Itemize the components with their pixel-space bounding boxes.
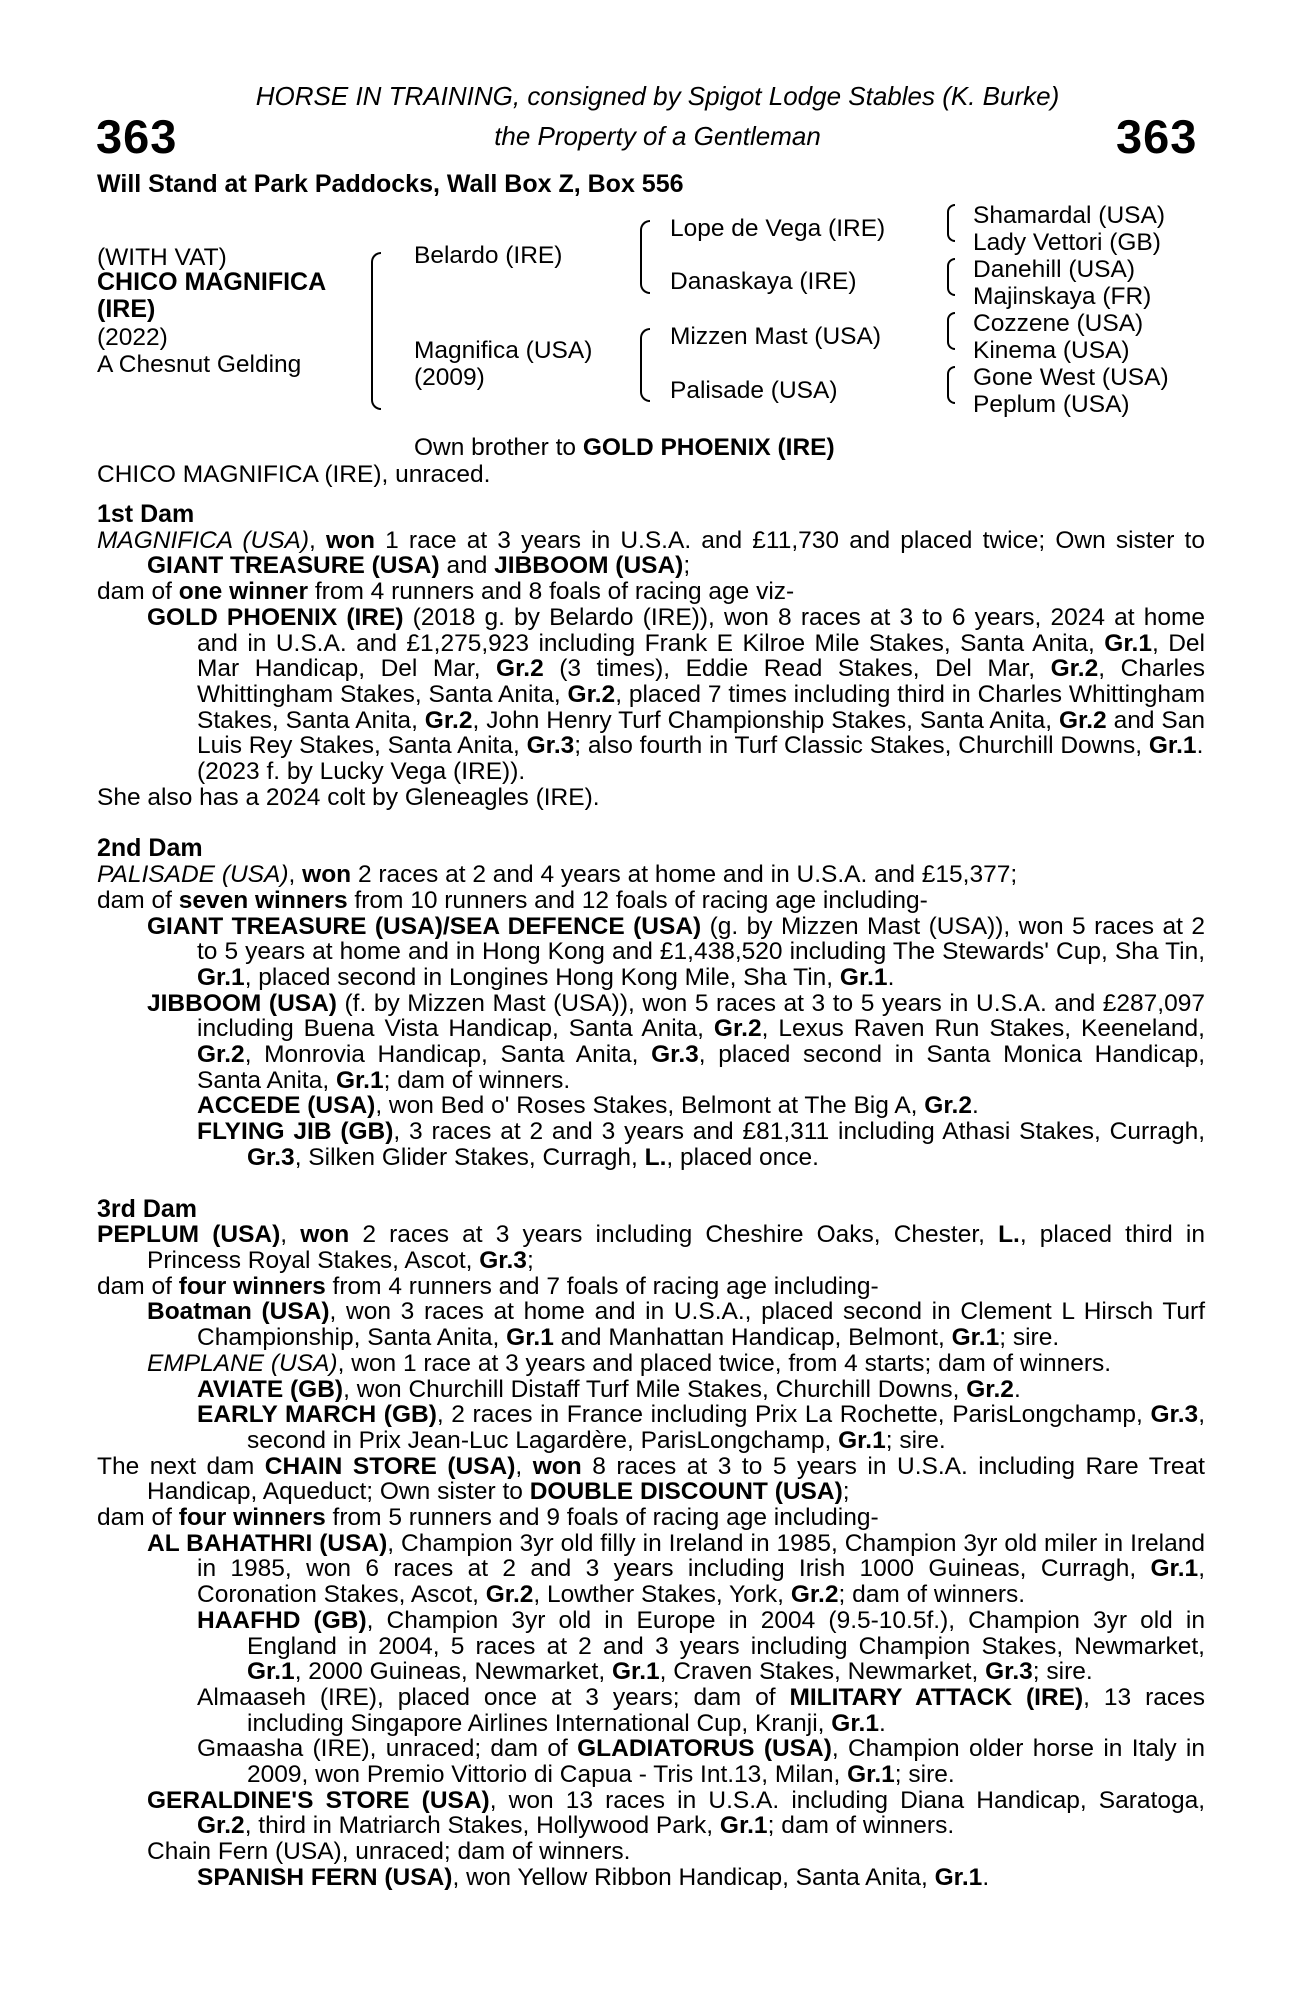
vat-note: (WITH VAT): [97, 244, 227, 271]
dam3-paragraph-8: dam of four winners from 5 runners and 9 foals of racing age including-: [97, 1504, 879, 1532]
dam-dam: Palisade (USA): [670, 377, 838, 404]
horse-year: (2022): [97, 324, 168, 351]
dam3-paragraph-3: Boatman (USA), won 3 races at home and in U.S.A., placed second in Clement L Hirsch Turf Championship, Santa Anita, Gr.1 and Manhattan Handicap, Belmont, Gr.1; sire.: [147, 1298, 1206, 1352]
dam-brace: [640, 328, 650, 402]
pedigree-body: [97, 502, 1205, 1891]
dam3-paragraph-13: GERALDINE'S STORE (USA), won 13 races in U.S.A. including Diana Handicap, Saratoga, Gr.2, third in Matriarch Stakes, Hollywood Park, Gr.1; dam of winners.: [147, 1786, 1206, 1840]
dam1-paragraph-4: (2023 f. by Lucky Vega (IRE)).: [197, 758, 526, 786]
sire: Belardo (IRE): [414, 242, 563, 269]
stand-location: Will Stand at Park Paddocks, Wall Box Z, Box 556: [97, 170, 684, 198]
dam3-paragraph-5: AVIATE (GB), won Churchill Distaff Turf Mile Stakes, Churchill Downs, Gr.2.: [197, 1375, 1021, 1403]
dam2-paragraph-1: PALISADE (USA), won 2 races at 2 and 4 years at home and in U.S.A. and £15,377;: [97, 861, 1018, 889]
section-heading-dam3: 3rd Dam: [97, 1194, 198, 1223]
horse-description: A Chesnut Gelding: [97, 351, 302, 378]
pedigree-brace-main: [371, 252, 381, 410]
lot-number-left: 363: [96, 110, 178, 163]
dam2-paragraph-4: JIBBOOM (USA) (f. by Mizzen Mast (USA)), won 5 races at 3 to 5 years in U.S.A. and £287,097 including Buena Vista Handicap, Santa Anita, Gr.2, Lexus Raven Run Stakes, Keeneland, Gr.2, Monrovia Handicap, Santa Anita, Gr.3, placed second in Santa Monica Handicap, Santa Anita, Gr.1; dam of winners.: [147, 989, 1206, 1094]
dam2-paragraph-2: dam of seven winners from 10 runners and 12 foals of racing age including-: [97, 886, 928, 914]
section-heading-dam1: 1st Dam: [97, 500, 195, 528]
gen3-6: Gone West (USA): [973, 364, 1169, 391]
section-heading-dam2: 2nd Dam: [97, 834, 203, 863]
dam3-paragraph-10: HAAFHD (GB), Champion 3yr old in Europe in 2004 (9.5-10.5f.), Champion 3yr old in England in 2004, 5 races at 2 and 3 years including Champion Stakes, Newmarket, Gr.1, 2000 Guineas, Newmarket, Gr.1, Craven Stakes, Newmarket, Gr.3; sire.: [197, 1606, 1205, 1686]
dam3-paragraph-6: EARLY MARCH (GB), 2 races in France including Prix La Rochette, ParisLongchamp, Gr.3, second in Prix Jean-Luc Lagardère, ParisLongchamp, Gr.1; sire.: [197, 1401, 1205, 1454]
property-line: the Property of a Gentleman: [494, 121, 821, 151]
dam1-paragraph-2: dam of one winner from 4 runners and 8 foals of racing age viz-: [97, 578, 795, 606]
dam1-paragraph-5: She also has a 2024 colt by Gleneagles (IRE).: [97, 783, 600, 811]
gen3-brace-1: [947, 204, 955, 242]
gen3-5: Kinema (USA): [973, 337, 1130, 364]
gen3-brace-4: [947, 366, 955, 404]
horse-name-line1: CHICO MAGNIFICA: [97, 268, 327, 296]
lot-number-right: 363: [1116, 110, 1198, 163]
gen3-0: Shamardal (USA): [973, 202, 1165, 229]
sire-dam: Danaskaya (IRE): [670, 268, 857, 295]
gen3-4: Cozzene (USA): [973, 310, 1144, 337]
sire-sire: Lope de Vega (IRE): [670, 215, 886, 242]
sire-brace: [640, 220, 650, 294]
dam3-paragraph-14: Chain Fern (USA), unraced; dam of winners.: [147, 1838, 631, 1866]
dam3-paragraph-7: The next dam CHAIN STORE (USA), won 8 races at 3 to 5 years in U.S.A. including Rare Treat Handicap, Aqueduct; Own sister to DOUBLE DISCOUNT (USA);: [97, 1452, 1205, 1506]
gen3-brace-2: [947, 258, 955, 296]
dam3-paragraph-11: Almaaseh (IRE), placed once at 3 years; dam of MILITARY ATTACK (IRE), 13 races including Singapore Airlines International Cup, Kranji, Gr.1.: [197, 1683, 1205, 1737]
dam3-paragraph-1: PEPLUM (USA), won 2 races at 3 years including Cheshire Oaks, Chester, L., placed third in Princess Royal Stakes, Ascot, Gr.3;: [97, 1221, 1205, 1274]
consignment-line: HORSE IN TRAINING, consigned by Spigot Lodge Stables (K. Burke): [255, 81, 1060, 111]
dam-year: (2009): [414, 364, 485, 391]
dam3-paragraph-12: Gmaasha (IRE), unraced; dam of GLADIATORUS (USA), Champion older horse in Italy in 2009, won Premio Vittorio di Capua - Tris Int.13, Milan, Gr.1; sire.: [197, 1735, 1205, 1789]
gen3-2: Danehill (USA): [973, 256, 1136, 283]
dam2-paragraph-3: GIANT TREASURE (USA)/SEA DEFENCE (USA) (g. by Mizzen Mast (USA)), won 5 races at 2 to 5 years at home and in Hong Kong and £1,438,520 including The Stewards' Cup, Sha Tin, Gr.1, placed second in Longines Hong Kong Mile, Sha Tin, Gr.1.: [147, 912, 1205, 991]
horse-name-line2: (IRE): [97, 295, 156, 323]
dam1-paragraph-1: MAGNIFICA (USA), won 1 race at 3 years in U.S.A. and £11,730 and placed twice; Own sister to GIANT TREASURE (USA) and JIBBOOM (USA);: [97, 526, 1205, 580]
gen3-3: Majinskaya (FR): [973, 283, 1152, 310]
dam3-paragraph-15: SPANISH FERN (USA), won Yellow Ribbon Handicap, Santa Anita, Gr.1.: [197, 1863, 990, 1891]
own-brother-note: Own brother to GOLD PHOENIX (IRE): [414, 434, 835, 461]
unraced-note: CHICO MAGNIFICA (IRE), unraced.: [97, 461, 491, 488]
gen3-1: Lady Vettori (GB): [973, 229, 1161, 256]
dam3-paragraph-9: AL BAHATHRI (USA), Champion 3yr old filly in Ireland in 1985, Champion 3yr old miler in Ireland in 1985, won 6 races at 2 and 3 years including Irish 1000 Guineas, Curragh, Gr.1, Coronation Stakes, Ascot, Gr.2, Lowther Stakes, York, Gr.2; dam of winners.: [147, 1529, 1205, 1609]
dam3-paragraph-4: EMPLANE (USA), won 1 race at 3 years and placed twice, from 4 starts; dam of winners.: [147, 1349, 1112, 1377]
gen3-7: Peplum (USA): [973, 391, 1130, 418]
gen3-brace-3: [947, 312, 955, 350]
dam3-paragraph-2: dam of four winners from 4 runners and 7 foals of racing age including-: [97, 1272, 879, 1300]
dam2-paragraph-5: ACCEDE (USA), won Bed o' Roses Stakes, Belmont at The Big A, Gr.2.: [197, 1092, 979, 1120]
dam-sire: Mizzen Mast (USA): [670, 323, 882, 350]
dam: Magnifica (USA): [414, 337, 593, 364]
dam1-paragraph-3: GOLD PHOENIX (IRE) (2018 g. by Belardo (IRE)), won 8 races at 3 to 6 years, 2024 at home and in U.S.A. and £1,275,923 including Frank E Kilroe Mile Stakes, Santa Anita, Gr.1, Del Mar Handicap, Del Mar, Gr.2 (3 times), Eddie Read Stakes, Del Mar, Gr.2, Charles Whittingham Stakes, Santa Anita, Gr.2, placed 7 times including third in Charles Whittingham Stakes, Santa Anita, Gr.2, John Henry Turf Championship Stakes, Santa Anita, Gr.2 and San Luis Rey Stakes, Santa Anita, Gr.3; also fourth in Turf Classic Stakes, Churchill Downs, Gr.1.: [147, 603, 1206, 760]
dam2-paragraph-6: FLYING JIB (GB), 3 races at 2 and 3 years and £81,311 including Athasi Stakes, Curragh, Gr.3, Silken Glider Stakes, Curragh, L., placed once.: [197, 1118, 1205, 1171]
